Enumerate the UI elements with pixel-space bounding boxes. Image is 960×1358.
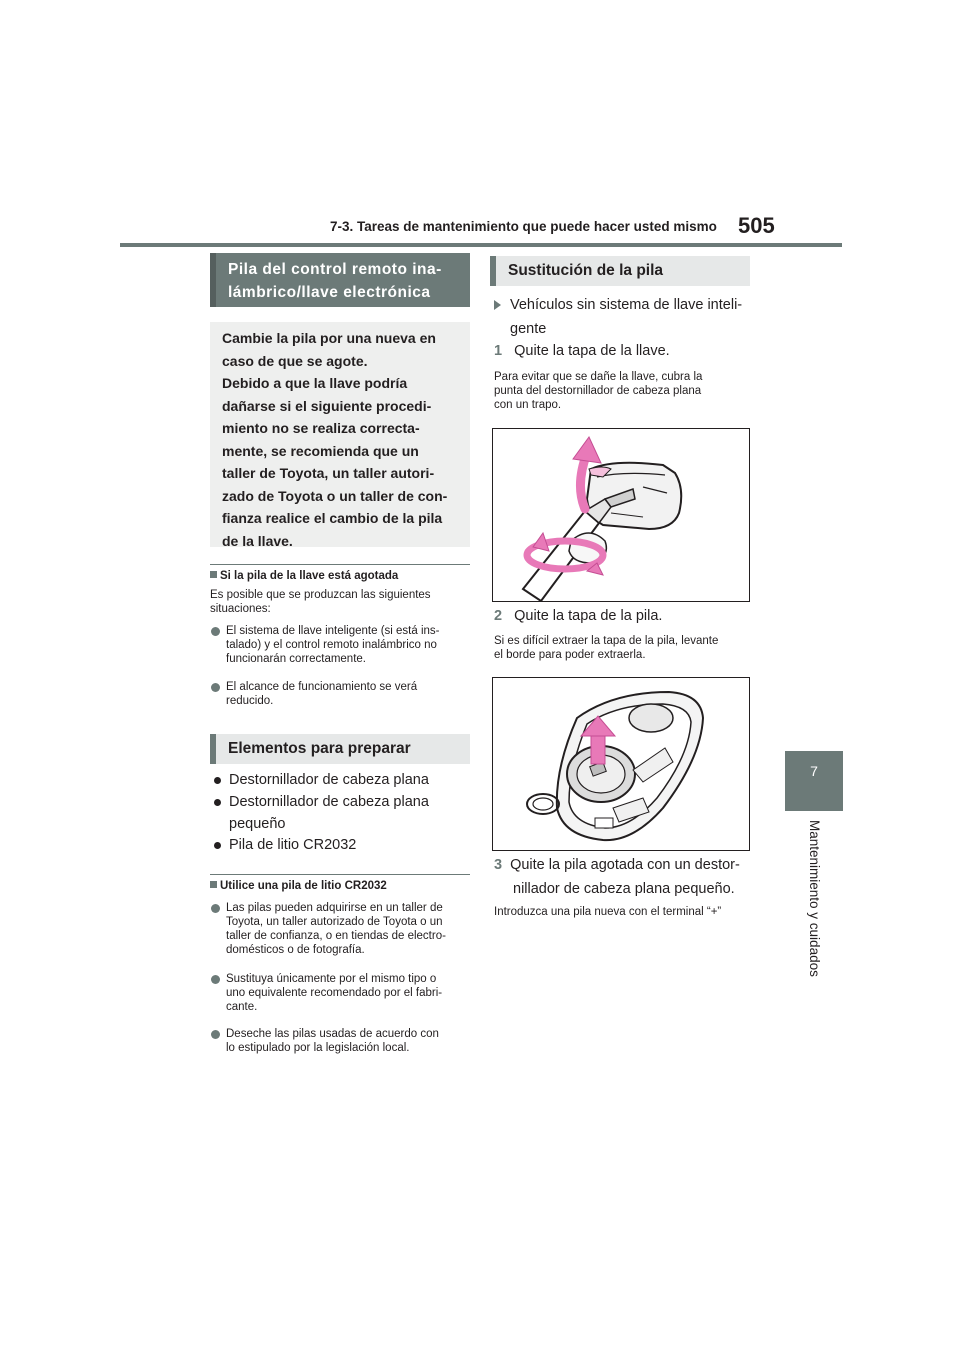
warning-line: fianza realice el cambio de la pila: [222, 510, 443, 526]
header-rule: [120, 243, 842, 247]
warning-line: taller de Toyota, un taller autori-: [222, 465, 435, 481]
key-cover-illustration: [493, 429, 749, 601]
warning-line: miento no se realiza correcta-: [222, 420, 420, 436]
page-number: 505: [738, 213, 775, 238]
step-3: 3 Quite la pila agotada con un destor- nillador de cabeza plana pequeño.: [494, 857, 740, 897]
square-bullet-icon: [210, 571, 217, 578]
triangle-marker-icon: [494, 300, 501, 310]
warning-line: zado de Toyota o un taller de con-: [222, 487, 448, 504]
bullet-icon: [214, 799, 221, 806]
bullet-icon: [211, 683, 220, 692]
tool-item: Pila de litio CR2032: [229, 837, 357, 853]
step-2: 2 Quite la tapa de la pila.: [494, 608, 663, 624]
info-bullet: Deseche las pilas usadas de acuerdo con lo estipulado por la legislación local.: [226, 1028, 439, 1054]
warning-box: [210, 322, 470, 547]
step-number: 1: [494, 343, 503, 359]
info-intro: Es posible que se produzcan las siguientes situaciones:: [210, 589, 431, 615]
step-note: Si es difícil extraer la tapa de la pila, levante el borde para poder extraerla.: [494, 635, 719, 661]
bullet-icon: [211, 1030, 220, 1039]
step-note: Para evitar que se dañe la llave, cubra la punta del destornillador de cabeza plana con un trapo.: [494, 371, 703, 411]
bullet-icon: [211, 975, 220, 984]
vehicle-condition: Vehículos sin sistema de llave inteli- gente: [510, 297, 743, 337]
section-heading-tools: Elementos para preparar: [210, 734, 470, 764]
step-1: 1 Quite la tapa de la llave.: [494, 343, 670, 359]
section-heading-battery: [210, 253, 470, 307]
separator: [210, 874, 470, 875]
step-number: 3: [494, 857, 503, 873]
tool-item: Destornillador de cabeza plana: [229, 772, 429, 788]
warning-line: Debido a que la llave podría: [222, 375, 408, 391]
bullet-icon: [211, 904, 220, 913]
bullet-icon: [214, 777, 221, 784]
chapter-label: Mantenimiento y cuidados: [807, 820, 822, 977]
bullet-icon: [214, 842, 221, 849]
info-bullet: El sistema de llave inteligente (si está ins- talado) y el control remoto inalámbrico no funcionarán correctamente.: [226, 625, 440, 665]
step-number: 2: [494, 608, 503, 624]
battery-cover-illustration: [493, 678, 749, 850]
section-heading-replace: Sustitución de la pila: [490, 256, 750, 286]
info-bullet: Sustituya únicamente por el mismo tipo o uno equivalente recomendado por el fabri- cante.: [226, 973, 443, 1013]
separator: [210, 564, 470, 565]
heading-line-1: Pila del control remoto ina-: [228, 261, 442, 278]
info-title-battery-type: Utilice una pila de litio CR2032: [210, 880, 387, 892]
heading-line-2: lámbrico/llave electrónica: [228, 284, 431, 301]
warning-line: de la llave.: [222, 532, 293, 549]
figure-remove-key-cover: [492, 428, 750, 602]
figure-remove-battery-cover: [492, 677, 750, 851]
info-bullet: El alcance de funcionamiento se verá reducido.: [226, 681, 418, 707]
info-bullet: Las pilas pueden adquirirse en un taller de Toyota, un taller autorizado de Toyota o un taller de confianza, o en tiendas de electro- domésticos o de fotografía.: [226, 902, 446, 956]
section-title: 7-3. Tareas de mantenimiento que puede hacer usted mismo: [330, 219, 717, 234]
step-note: Introduzca una pila nueva con el terminal “+”: [494, 906, 722, 918]
chapter-number: 7: [810, 763, 818, 779]
warning-line: dañarse si el siguiente procedi-: [222, 397, 432, 414]
tool-item: Destornillador de cabeza plana pequeño: [229, 794, 429, 832]
warning-line: mente, se recomienda que un: [222, 442, 419, 459]
warning-line: caso de que se agote.: [222, 352, 368, 369]
square-bullet-icon: [210, 881, 217, 888]
info-title-battery-dead: Si la pila de la llave está agotada: [210, 570, 398, 582]
bullet-icon: [211, 627, 220, 636]
chapter-tab[interactable]: [785, 751, 843, 811]
warning-line: Cambie la pila por una nueva en: [222, 330, 436, 346]
